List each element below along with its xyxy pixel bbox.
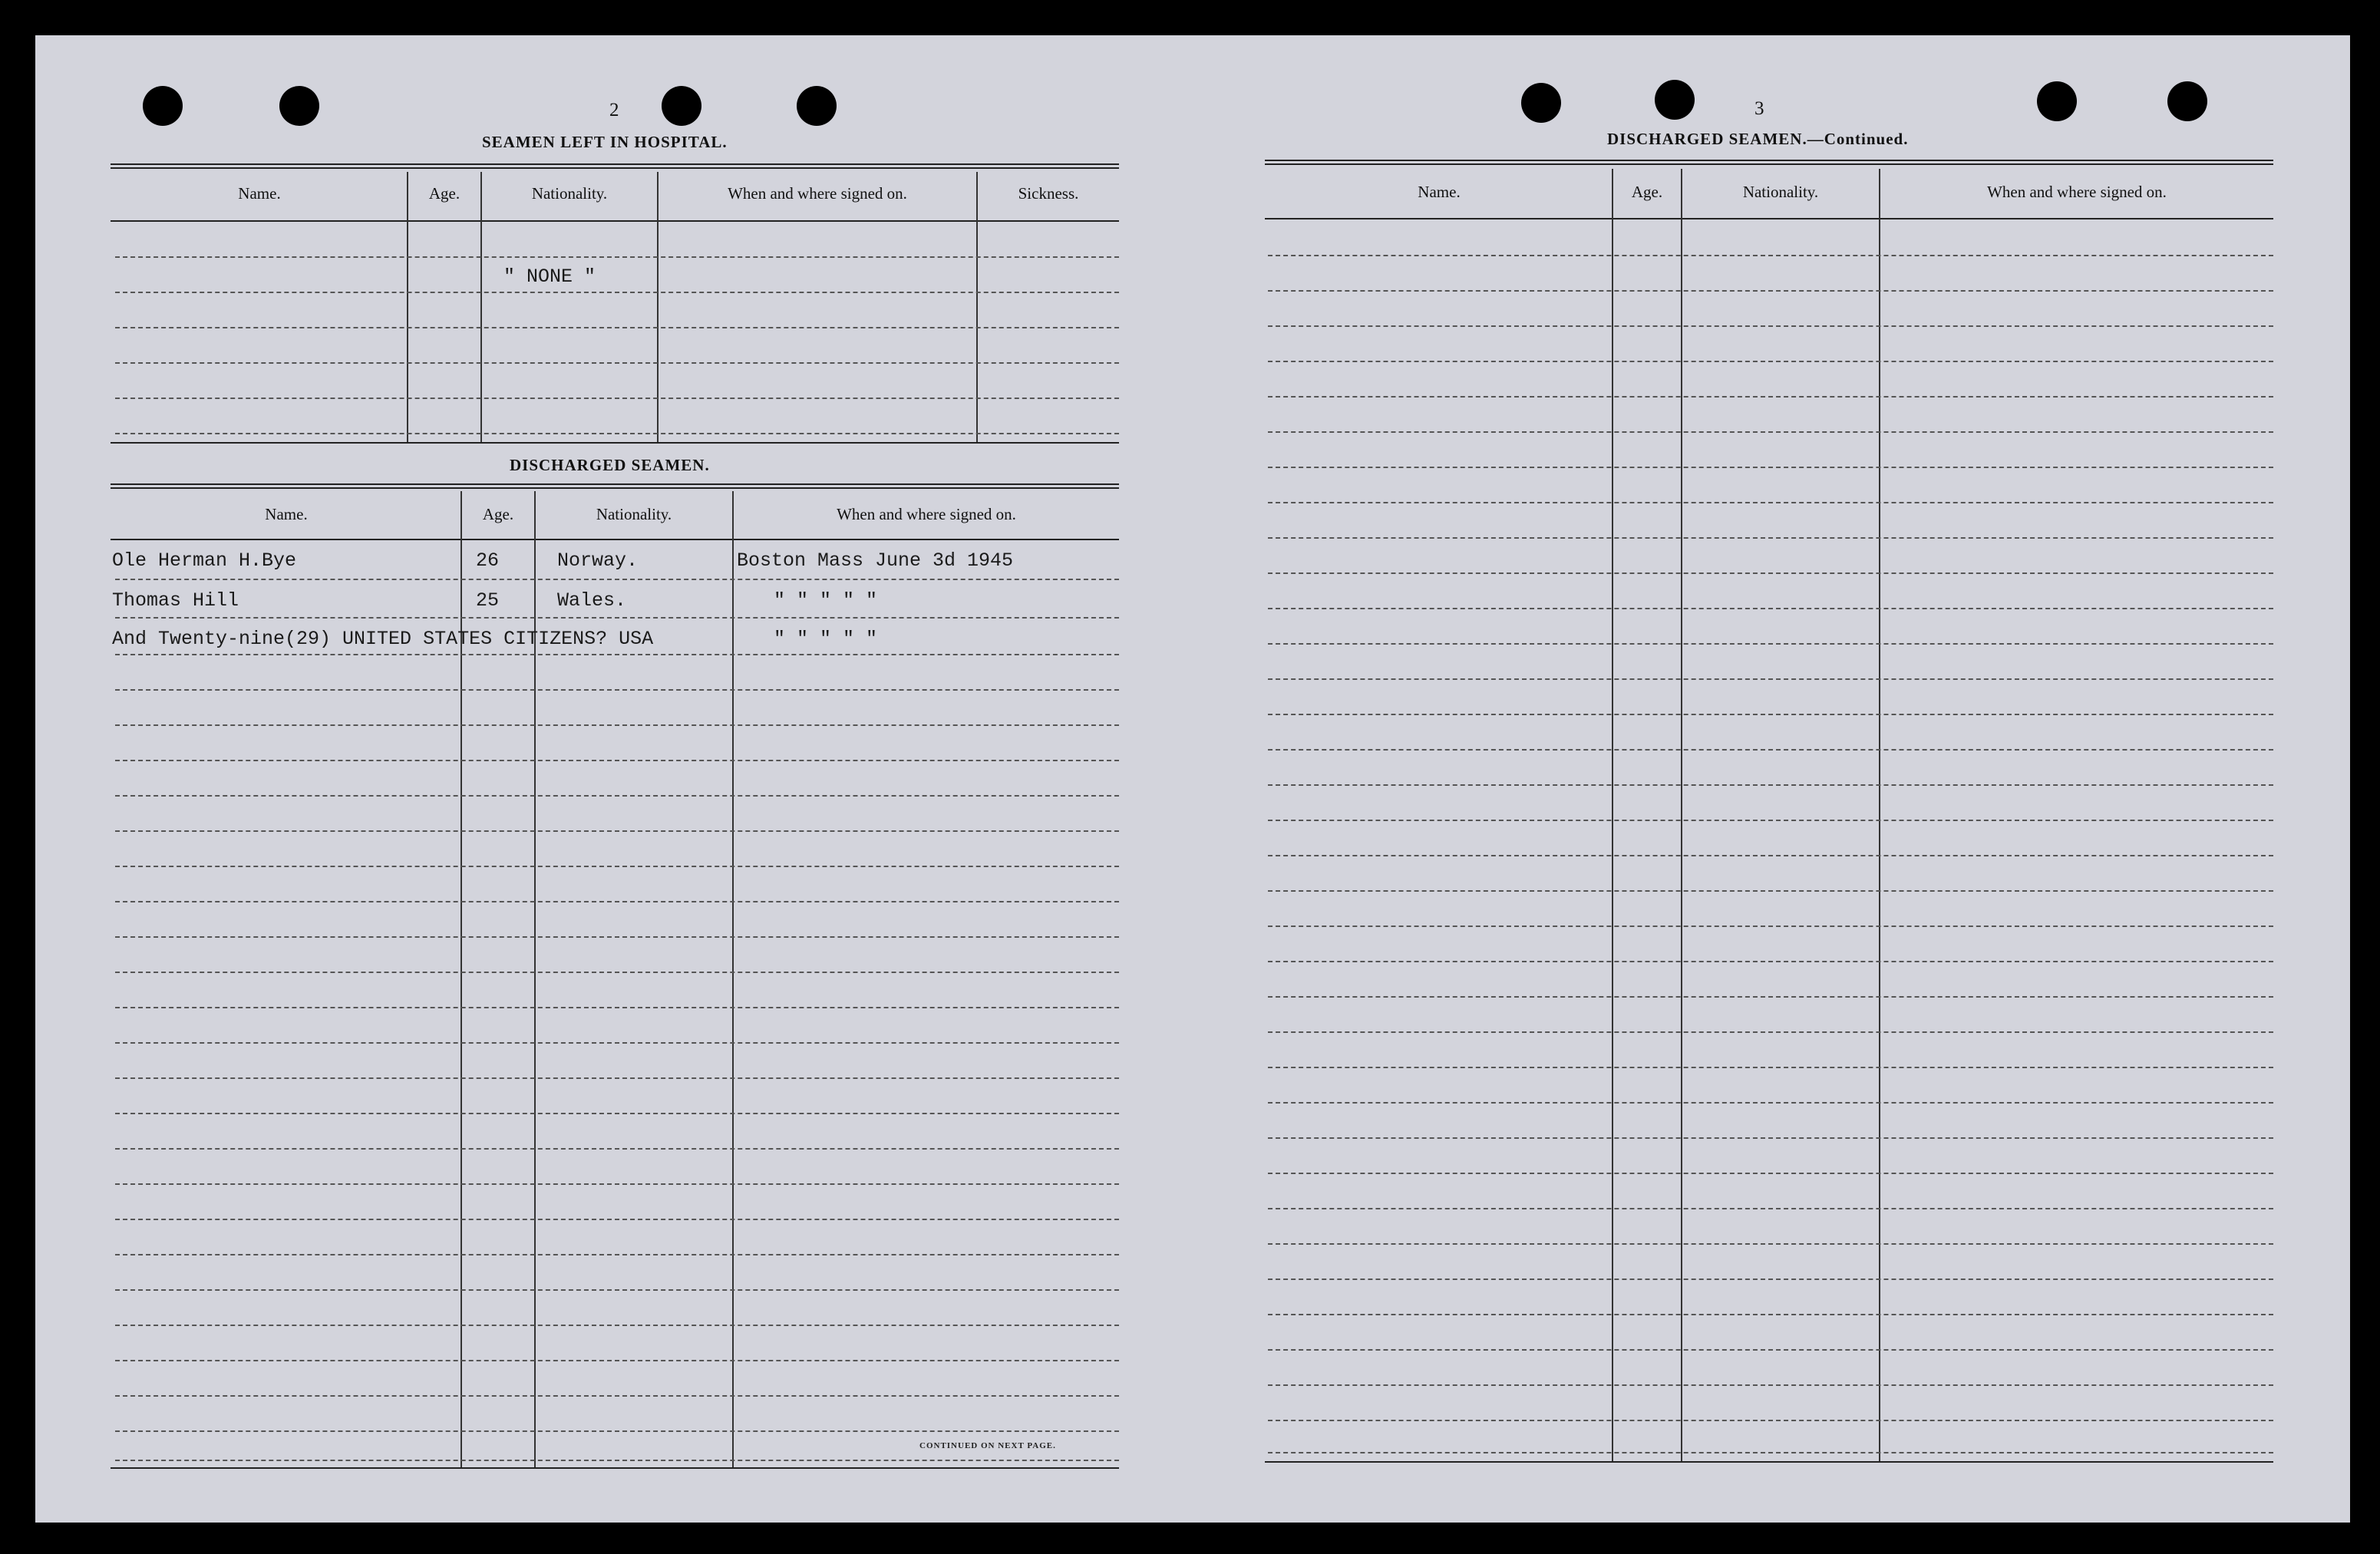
seaman-nationality: Norway. [557,549,639,572]
ruled-line [115,362,1119,364]
punch-hole [2037,81,2077,121]
punch-hole [1655,80,1695,120]
rule-double [1265,160,2273,165]
ruled-line [1268,961,2273,962]
rule-section-end [111,442,1119,444]
ruled-line [115,1007,1119,1008]
ruled-line [115,760,1119,761]
ruled-line [1268,361,2273,362]
ruled-line [1268,1208,2273,1209]
ruled-line [115,866,1119,867]
right-header-signed-on: When and where signed on. [1987,183,2167,201]
ruled-line [115,795,1119,797]
rule-header-bottom [111,220,1119,222]
seaman-nationality: Wales. [557,589,627,612]
ruled-line [115,724,1119,726]
column-divider [1681,169,1682,1461]
ruled-line [115,830,1119,832]
punch-hole [662,86,701,126]
ruled-line [1268,1067,2273,1068]
column-divider [1612,169,1613,1461]
ruled-line [1268,608,2273,609]
ruled-line [115,327,1119,328]
ruled-line [1268,643,2273,645]
ruled-line [1268,1031,2273,1033]
ruled-line [1268,1420,2273,1421]
ruled-line [1268,1279,2273,1280]
ruled-line [115,1113,1119,1114]
ruled-line [1268,749,2273,751]
discharged-section-title: DISCHARGED SEAMEN. [510,456,710,474]
page-number-left: 2 [609,100,619,120]
seaman-age: 25 [476,589,500,612]
ruled-line [1268,714,2273,715]
ruled-line [1268,1384,2273,1386]
hospital-none-entry: " NONE " [503,266,596,288]
seaman-name: Thomas Hill [112,589,239,612]
ruled-line [115,1183,1119,1185]
right-header-name: Name. [1418,183,1461,201]
ruled-line [1268,784,2273,786]
ruled-line [1268,572,2273,574]
ruled-line [1268,1349,2273,1351]
hospital-header-sickness: Sickness. [1018,184,1079,203]
ruled-line [1268,996,2273,998]
ruled-line [115,1077,1119,1079]
ruled-line [115,972,1119,973]
column-divider [480,172,482,442]
discharged-header-signed-on: When and where signed on. [837,505,1016,523]
ruled-line [1268,1137,2273,1139]
ruled-line [115,1042,1119,1044]
ruled-line [1268,467,2273,468]
ruled-line [1268,1243,2273,1245]
right-header-age: Age. [1631,183,1663,201]
right-section-title: DISCHARGED SEAMEN.—Continued. [1607,130,1909,148]
ruled-line [1268,1102,2273,1104]
ruled-line [115,654,1119,655]
ledger-sheet [35,35,2350,1523]
ruled-line [1268,502,2273,503]
punch-hole [797,86,837,126]
ruled-line [1268,290,2273,292]
ruled-line [115,1325,1119,1326]
punch-hole [2167,81,2207,121]
ruled-line [1268,678,2273,680]
column-divider [1879,169,1880,1461]
ruled-line [1268,1452,2273,1453]
ruled-line [115,689,1119,691]
ruled-line [115,256,1119,258]
ruled-line [115,1219,1119,1220]
citizens-note: And Twenty-nine(29) UNITED STATES CITIZENS? USA [112,628,654,650]
column-divider [976,172,978,442]
punch-hole [143,86,183,126]
discharged-header-nationality: Nationality. [596,505,672,523]
discharged-header-age: Age. [482,505,514,523]
ruled-line [1268,537,2273,539]
hospital-section-title: SEAMEN LEFT IN HOSPITAL. [482,133,728,151]
ruled-line [115,1395,1119,1397]
column-divider [732,491,734,1467]
seaman-name: Ole Herman H.Bye [112,549,297,572]
ruled-line [1268,925,2273,927]
ruled-line [115,433,1119,434]
ruled-line [1268,890,2273,892]
ruled-line [115,292,1119,293]
rule-double [111,163,1119,169]
ruled-line [115,936,1119,938]
seaman-age: 26 [476,549,500,572]
punch-hole [279,86,319,126]
ruled-line [115,1254,1119,1255]
ruled-line [115,579,1119,580]
hospital-header-nationality: Nationality. [531,184,608,203]
seaman-signed-on: " " " " " [774,589,878,612]
rule-page-bottom [111,1467,1119,1469]
ruled-line [115,1148,1119,1150]
hospital-header-age: Age. [428,184,460,203]
ruled-line [115,1289,1119,1291]
citizens-note-ditto: " " " " " [774,628,878,650]
punch-hole [1521,83,1561,123]
ruled-line [1268,1314,2273,1315]
continued-footer: CONTINUED ON NEXT PAGE. [919,1441,1056,1450]
ruled-line [115,398,1119,399]
ruled-line [1268,820,2273,821]
seaman-signed-on: Boston Mass June 3d 1945 [737,549,1014,572]
ruled-line [1268,431,2273,433]
ruled-line [1268,1173,2273,1174]
ruled-line [115,901,1119,902]
discharged-header-name: Name. [265,505,308,523]
ruled-line [115,1430,1119,1432]
hospital-header-name: Name. [238,184,281,203]
ruled-line [115,617,1119,619]
rule-double [111,483,1119,489]
column-divider [657,172,659,442]
ruled-line [1268,255,2273,256]
ruled-line [115,1360,1119,1361]
ruled-line [1268,396,2273,398]
rule-header-bottom [1265,218,2273,219]
right-header-nationality: Nationality. [1742,183,1819,201]
column-divider [407,172,408,442]
ruled-line [1268,325,2273,327]
page-number-right: 3 [1754,98,1764,119]
rule-page-bottom [1265,1461,2273,1463]
hospital-header-signed-on: When and where signed on. [728,184,907,203]
ruled-line [1268,855,2273,856]
ruled-line [115,1460,1119,1461]
rule-header-bottom [111,539,1119,540]
